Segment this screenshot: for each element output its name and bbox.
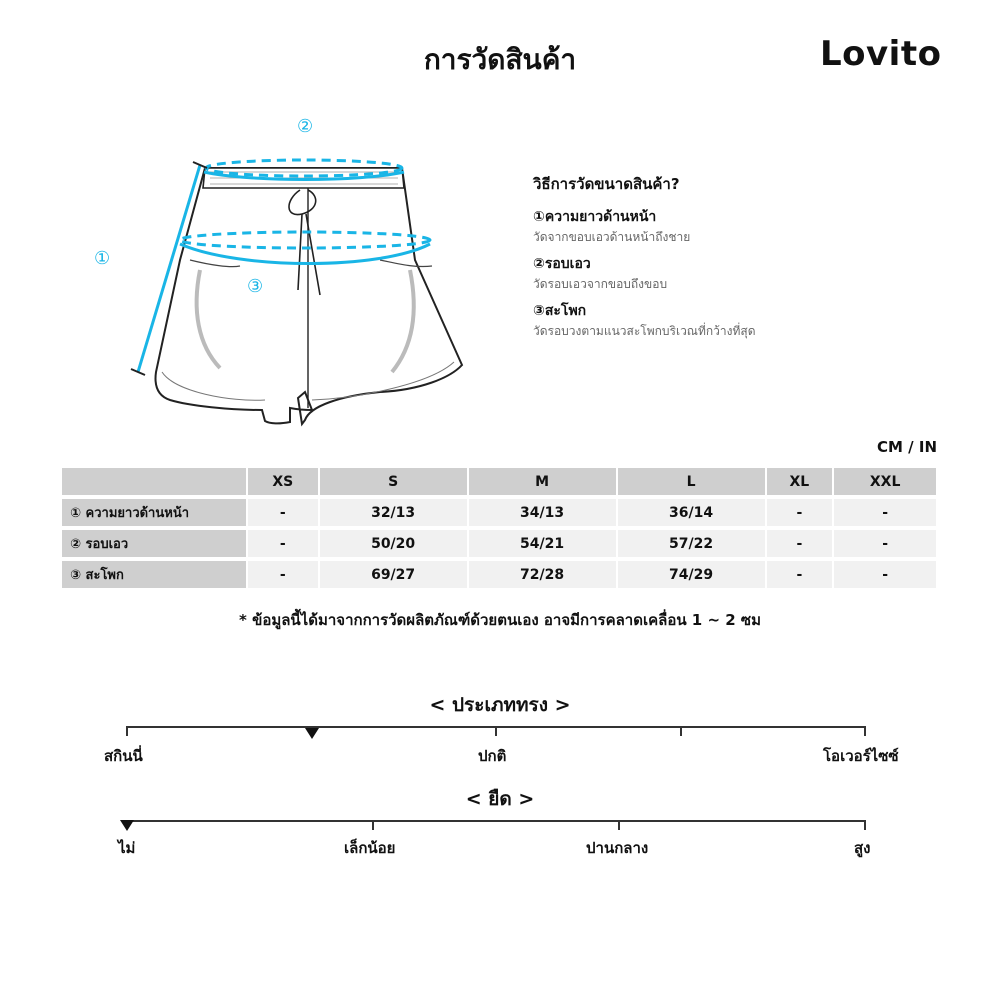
stretch-tick — [864, 820, 866, 830]
fit-tick — [680, 726, 682, 736]
table-cell: - — [248, 499, 318, 526]
measuring-guide — [533, 172, 953, 347]
table-cell: 72/28 — [469, 561, 616, 588]
table-cell: - — [767, 561, 833, 588]
table-cell: 57/22 — [618, 530, 765, 557]
row-label: ① ความยาวด้านหน้า — [62, 499, 246, 526]
table-cell: 69/27 — [320, 561, 467, 588]
table-cell: - — [767, 499, 833, 526]
table-cell: - — [248, 530, 318, 557]
stretch-scale-title: < ยืด > — [465, 788, 535, 810]
page-title: การวัดสินค้า — [423, 43, 577, 76]
size-header: L — [618, 468, 765, 495]
guide-heading: วิธีการวัดขนาดสินค้า? — [533, 175, 680, 193]
stretch-label-slight: เล็กน้อย — [344, 839, 396, 857]
fit-scale-title: < ประเภททรง > — [429, 694, 571, 716]
table-cell: - — [767, 530, 833, 557]
table-cell: - — [834, 561, 936, 588]
table-cell: 74/29 — [618, 561, 765, 588]
brand-logo: Lovito — [820, 34, 942, 74]
table-row — [62, 499, 936, 526]
marker-waist: ② — [297, 116, 314, 137]
guide-item-title: ①ความยาวด้านหน้า — [533, 209, 657, 225]
size-table — [60, 464, 938, 592]
footnote: * ข้อมูลนี้ได้มาจากการวัดผลิตภัณฑ์ด้วยตนเอง อาจมีการคลาดเคลื่อน 1 ~ 2 ซม — [239, 611, 761, 629]
size-header: XS — [248, 468, 318, 495]
guide-item-desc: วัดรอบวงตามแนวสะโพกบริเวณที่กว้างที่สุด — [533, 324, 756, 338]
marker-front-length: ① — [94, 248, 111, 269]
fit-label-oversize: โอเวอร์ไซซ์ — [823, 747, 899, 765]
guide-item-desc: วัดรอบเอวจากขอบถึงขอบ — [533, 277, 668, 291]
row-label: ② รอบเอว — [62, 530, 246, 557]
fit-scale — [104, 726, 899, 766]
fit-pointer — [305, 728, 319, 739]
fit-label-skinny: สกินนี่ — [104, 747, 143, 765]
table-cell: 36/14 — [618, 499, 765, 526]
unit-label: CM / IN — [877, 438, 937, 456]
stretch-scale-line — [126, 820, 866, 822]
size-header: XXL — [834, 468, 936, 495]
table-cell: - — [834, 499, 936, 526]
table-cell: 34/13 — [469, 499, 616, 526]
fit-tick — [126, 726, 128, 736]
size-header: M — [469, 468, 616, 495]
marker-hip: ③ — [247, 276, 264, 297]
size-header: S — [320, 468, 467, 495]
stretch-tick — [618, 820, 620, 830]
row-label: ③ สะโพก — [62, 561, 246, 588]
stretch-label-medium: ปานกลาง — [586, 839, 649, 857]
table-row — [62, 561, 936, 588]
guide-item-desc: วัดจากขอบเอวด้านหน้าถึงชาย — [533, 230, 691, 244]
fit-tick — [495, 726, 497, 736]
table-cell: 32/13 — [320, 499, 467, 526]
size-header: XL — [767, 468, 833, 495]
shorts-drawing — [80, 110, 480, 430]
stretch-label-none: ไม่ — [118, 839, 136, 857]
table-cell: 54/21 — [469, 530, 616, 557]
table-cell: - — [248, 561, 318, 588]
shorts-illustration — [80, 110, 480, 430]
table-cell: - — [834, 530, 936, 557]
guide-item-title: ②รอบเอว — [533, 256, 591, 272]
stretch-tick — [372, 820, 374, 830]
table-header-row — [62, 468, 936, 495]
guide-item-title: ③สะโพก — [533, 303, 587, 319]
stretch-pointer — [120, 820, 134, 831]
stretch-scale — [118, 820, 871, 860]
fit-label-regular: ปกติ — [478, 747, 507, 765]
table-row — [62, 530, 936, 557]
fit-tick — [864, 726, 866, 736]
table-corner — [62, 468, 246, 495]
table-cell: 50/20 — [320, 530, 467, 557]
stretch-label-high: สูง — [854, 839, 871, 857]
